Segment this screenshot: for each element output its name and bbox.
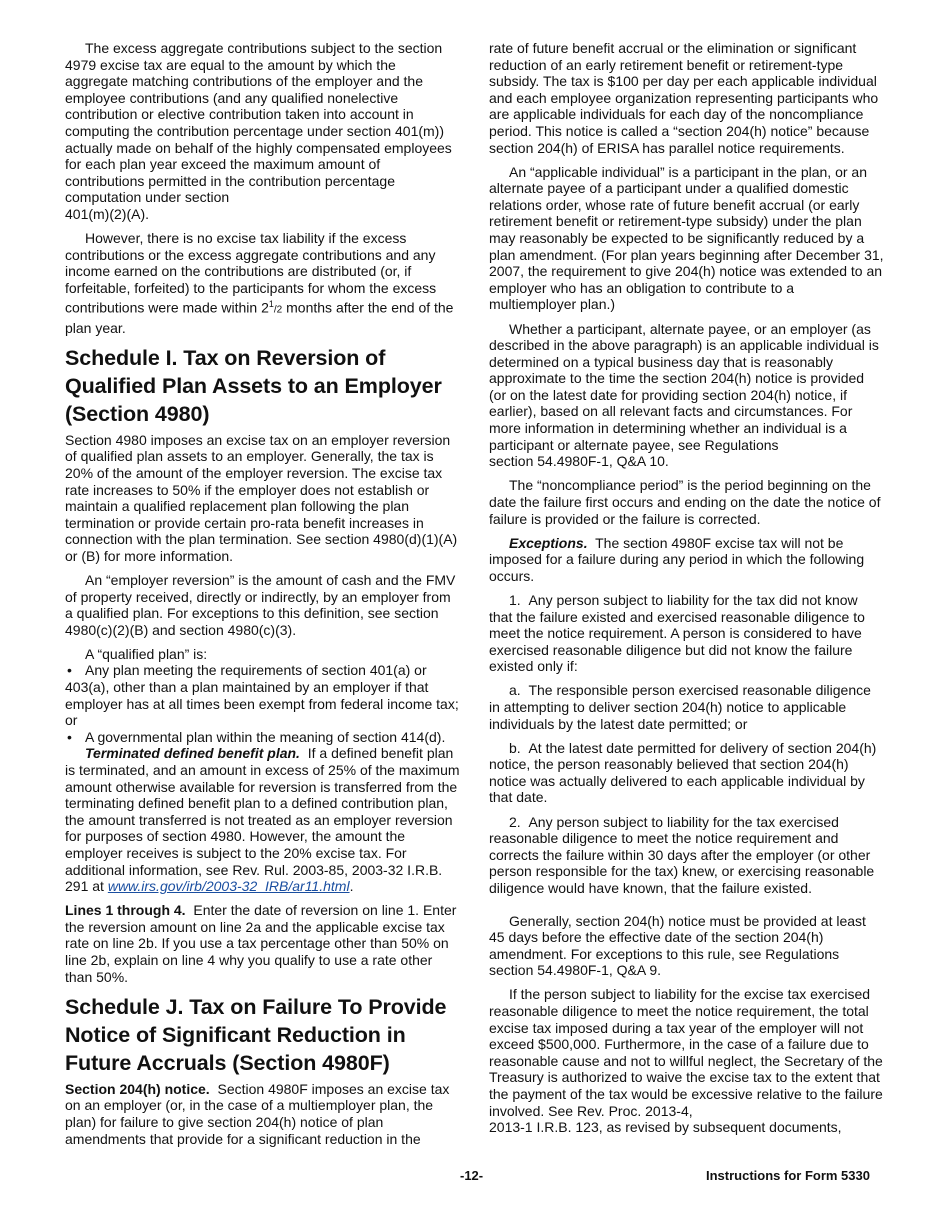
heading-schedule-j: Schedule J. Tax on Failure To Provide Notice of Significant Reduction in Future Accruals (Section 4980F) [65, 994, 447, 1075]
paragraph-rate-future-accrual: rate of future benefit accrual or the elimination or significant reduction of an early retirement benefit or retirement-type subsidy. The tax is $100 per day per each applicable individual and each employee organization representing participants who are applicable individuals for each day of the noncompliance period. This notice is called a “section 204(h) notice” because section 204(h) of ERISA has parallel notice requirements. [489, 40, 879, 156]
left-column [65, 40, 460, 1155]
list-item-exception-1b: b. At the latest date permitted for delivery of section 204(h) notice, the person reasonably believed that section 204(h) notice was actually delivered to each applicable individual by that date. [489, 739, 877, 806]
page-number: -12- [460, 1168, 484, 1183]
list-item-exception-2: 2. Any person subject to liability for the tax exercised reasonable diligence to meet the notice requirement and corrects the failure within 30 days after the employer (or other person responsible for the tax) knew, or exercising reasonable diligence would have known, that the failure existed. [489, 813, 875, 896]
paragraph-qualified-plan: A “qualified plan” is: [85, 645, 208, 662]
paragraph-section-204h: Section 204(h) notice. Section 4980F imposes an excise tax on an employer (or, in the case of a multiemployer plan, the plan) for failure to give section 204(h) notice of plan amendments that provide for a significant reduction in the [65, 1080, 450, 1147]
irs-rev-rul-link[interactable]: www.irs.gov/irb/2003-32_IRB/ar11.html [107, 878, 350, 895]
form-title: Instructions for Form 5330 [706, 1168, 870, 1183]
right-column [489, 40, 884, 1143]
paragraph-section-4980: Section 4980 imposes an excise tax on an employer reversion of qualified plan assets to an employer. Generally, the tax is 20% of the amount of the employer reversion. The excise tax rate increases to 50% if the employer does not establish or maintain a qualified replacement plan following the plan termination or provide certain pro-rata benefit increases in connection with the plan termination. See section 4980(d)(1)(A) or (B) for more information. [65, 431, 458, 564]
paragraph-applicable-individual: An “applicable individual” is a participant in the plan, or an alternate payee of a participant under a qualified domestic relations order, whose rate of future benefit accrual (or early retirement benefit or retirement-type subsidy) under the plan may reasonably be expected to be significantly reduced by a plan amendment. (For plan years beginning after December 31, 2007, the requirement to give 204(h) notice was extended to an employer who has an obligation to contribute to a multiemployer plan.) [489, 163, 884, 313]
list-item-exception-1a: a. The responsible person exercised reasonable diligence in attempting to deliver section 204(h) notice to applicable individuals by the latest date permitted; or [489, 682, 871, 732]
paragraph-employer-reversion: An “employer reversion” is the amount of cash and the FMV of property received, directly or indirectly, by an employer from a qualified plan. For exceptions to this definition, see section 4980(c)(2)(B) and section 4980(c)(3). [65, 572, 456, 638]
bullet-item-governmental: • A governmental plan within the meaning of section 414(d). [65, 729, 460, 746]
paragraph-no-liability: However, there is no excise tax liability if the excess contributions or the excess aggregate contributions and any income earned on the contributions are distributed (or, if forfeitable, forfeited) to the participants for whom the excess contributions were made within $2^1/2$ months after the end of the plan year. [65, 230, 454, 336]
paragraph-noncompliance-period: The “noncompliance period” is the period beginning on the date the failure first occurs and ending on the date the notice of failure is provided or the failure is corrected. [489, 477, 881, 527]
paragraph-lines-1-4: Lines 1 through 4. Enter the date of reversion on line 1. Enter the reversion amount on line 2a and the applicable excise tax rate on line 2b. If you use a tax percentage other than 50% on line 2b, explain on line 4 why you qualify to use a rate other than 50%. [65, 902, 457, 985]
bullet-item-401a: • Any plan meeting the requirements of section 401(a) or 403(a), other than a plan maintained by an employer if that employer has at all times been exempt from federal income tax; or [65, 662, 460, 728]
paragraph-45-days: Generally, section 204(h) notice must be provided at least 45 days before the effective date of the section 204(h) amendment. For exceptions to this rule, see Regulations section 54.4980F-1, Q&A 9. [489, 912, 866, 979]
paragraph-exceptions: Exceptions. The section 4980F excise tax will not be imposed for a failure during any period in which the following occurs. [489, 534, 865, 584]
paragraph-whether-participant: Whether a participant, alternate payee, or an employer (as described in the above paragraph) is an applicable individual is determined on a typical business day that is reasonably approximate to the time the section 204(h) notice is provided (or on the latest date for providing section 204(h) notice, if earlier), based on all relevant facts and circumstances. For more information in determining whether an individual is a participant or alternate payee, see Regulations section 54.4980F-1, Q&A 10. [489, 320, 879, 470]
heading-schedule-i: Schedule I. Tax on Reversion of Qualified Plan Assets to an Employer (Section 4980) [65, 345, 442, 426]
list-item-exception-1: 1. Any person subject to liability for the tax did not know that the failure existed and exercised reasonable diligence to meet the notice requirement. A person is considered to have exercised reasonable diligence but did not know the failure existed only if: [489, 591, 865, 675]
paragraph-reasonable-diligence: If the person subject to liability for the excise tax exercised reasonable diligence to meet the notice requirement, the total excise tax imposed during a tax year of the employer will not exceed $500,000. Furthermore, in the case of a failure due to reasonable cause and not to willful neglect, the Secretary of the Treasury is authorized to waive the excise tax to the extent that the payment of the tax would be excessive relative to the failure involved. See Rev. Proc. 2013-4, 2013-1 I.R.B. 123, as revised by subsequent documents, [489, 986, 883, 1136]
paragraph-terminated-plan: Terminated defined benefit plan. If a defined benefit plan is terminated, and an amount in excess of 25% of the maximum amount otherwise available for reversion is transferred from the terminating defined benefit plan to a defined contribution plan, the amount transferred is not treated as an employer reversion for purposes of section 4980. However, the amount the employer receives is subject to the 20% excise tax. For additional information, see Rev. Rul. 2003-85, 2003-32 I.R.B. 291 at www.irs.gov/irb/2003-32_IRB/ar11.html. [65, 745, 460, 895]
paragraph-excess-aggregate: The excess aggregate contributions subject to the section 4979 excise tax are equal to the amount by which the aggregate matching contributions of the employer and the employee contributions (and any qualified nonelective contribution or elective contribution taken into account in computing the contribution percentage under section 401(m)) actually made on behalf of the highly compensated employees for each plan year exceed the maximum amount of contributions permitted in the contribution percentage computation under section 401(m)(2)(A). [65, 40, 452, 222]
